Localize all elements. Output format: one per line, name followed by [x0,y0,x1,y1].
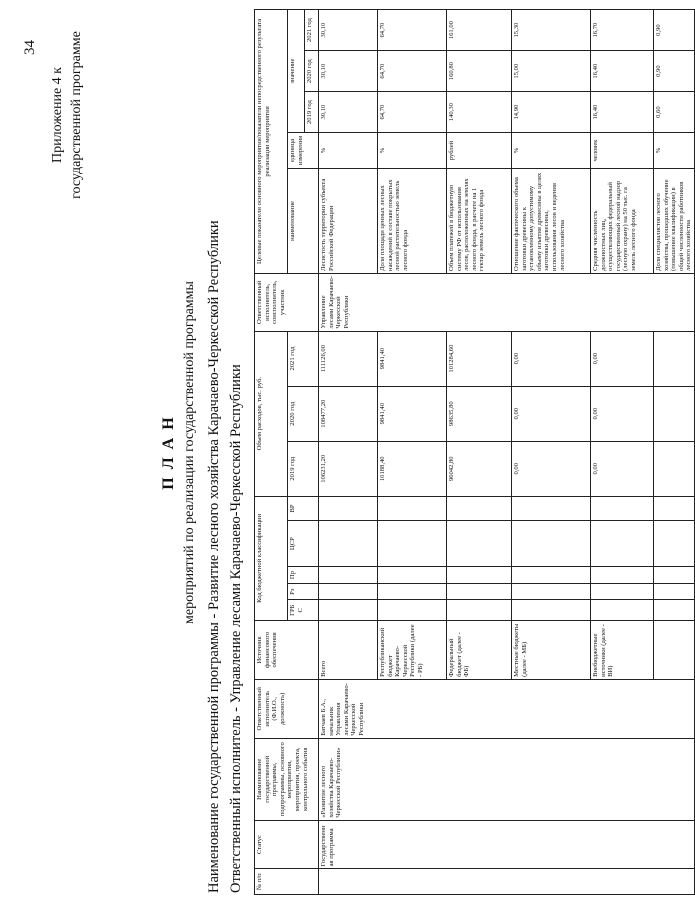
cell-name: «Развитие лесного хозяйства Карачаево-Черкесской Республики» [319,738,695,820]
cell-val-2019: 0,60 [654,92,695,133]
header-exp-2021: 2021 год [288,331,319,386]
cell-source: Республиканский бюджет Карачаево-Черкесской Республики (далее - РБ) [378,620,447,679]
cell-val-2019: 30,10 [319,92,378,133]
cell-ind-name: Доля площади ценных лесных насаждений в составе покрытых лесной растительностью земель лесного фонда [378,168,447,273]
cell-kbk-grbs [591,600,654,620]
page-number: 34 [22,40,38,55]
cell-status: Государственная программа [319,820,695,869]
header-val-2020: 2020 год [305,51,319,92]
cell-kbk-rz [447,583,512,600]
cell-kbk-grbs [378,600,447,620]
cell-ind-name: Доля специалистов лесного хозяйства, прошедших обучение (повышение квалификации) в общей численности работников лесного хозяйства [654,168,695,273]
cell-ind-name: Лесистость территории субъекта Российской Федерации [319,168,378,273]
cell-kbk-rz [591,583,654,600]
cell-ind-name: Отношение фактического объема заготовки древесины к установленному допустимому объему изъятия древесины в целях заготовки древесины, использования лесов и ведения лесного хозяйства [512,168,591,273]
cell-kbk-pr [447,567,512,584]
responsible-executor-line: Ответственный исполнитель - Управление лесами Карачаево-Черкесской Республики [228,364,244,893]
cell-kbk-csr [378,521,447,567]
header-indicators: Целевые показатели основного мероприятия/показатели непосредственного результата реализации мероприятия [255,10,288,274]
header-expenses: Объем расходов, тыс. руб. [255,331,288,496]
cell-val-2019: 16,40 [591,92,654,133]
cell-exp-2021: 0,00 [512,331,591,386]
cell-exp-2019 [654,441,695,496]
header-exp-2019: 2019 год [288,441,319,496]
cell-source: Внебюджетные источники (далее - ВИ) [591,620,654,679]
cell-val-2021: 64,70 [378,10,447,51]
header-ind-name: наименование [288,168,319,273]
header-ind-unit: единица измерения [288,133,319,169]
cell-ind-unit: % [319,133,378,169]
cell-ind-name: Объем платежей в бюджетную систему РФ от использования лесов, расположенных на землях лесного фонда, в расчете на 1 гектар земель лесного фонда [447,168,512,273]
header-kbk-grbs: ГРБС [288,600,319,620]
cell-val-2020: 16,40 [591,51,654,92]
header-num: № п/п [255,869,319,895]
cell-kbk-vr [591,496,654,520]
cell-exp-2020: 0,00 [591,386,654,441]
header-exp-2020: 2020 год [288,386,319,441]
cell-kbk-grbs [319,600,378,620]
cell-kbk-pr [512,567,591,584]
cell-kbk-rz [319,583,378,600]
cell-ind-unit: % [512,133,591,169]
cell-exp-2020: 9841,40 [378,386,447,441]
cell-responsible: Батчаев Б.А., начальник Управления лесами Карачаево-Черкесской Республики [319,679,695,738]
header-kbk-pr: Пр [288,567,319,584]
cell-val-2020: 15,00 [512,51,591,92]
cell-kbk-rz [512,583,591,600]
cell-ind-unit: % [378,133,447,169]
cell-executor: Управление лесами Карачаево-Черкесской Республики [319,273,695,331]
cell-val-2020: 0,90 [654,51,695,92]
cell-kbk-vr [378,496,447,520]
cell-exp-2019: 10188,40 [378,441,447,496]
program-name-line: Наименование государственной программы - Развитие лесного хозяйства Карачаево-Черкесской Республики [206,220,222,893]
cell-exp-2019: 106231,20 [319,441,378,496]
cell-kbk-rz [378,583,447,600]
cell-ind-name: Средняя численность должностных лиц, осуществляющих федеральный государственный лесной надзор (лесную охрану) на 50 тыс. га земель лесного фонда [591,168,654,273]
cell-exp-2021: 101284,60 [447,331,512,386]
cell-val-2021: 0,90 [654,10,695,51]
cell-kbk-csr [447,521,512,567]
cell-source [654,620,695,679]
header-kbk-vr: ВР [288,496,319,520]
cell-exp-2020: 98635,80 [447,386,512,441]
cell-kbk-grbs [654,600,695,620]
cell-val-2020: 30,10 [319,51,378,92]
cell-kbk-grbs [447,600,512,620]
cell-kbk-vr [447,496,512,520]
appendix-line-2: государственной программе [69,31,84,199]
cell-kbk-rz [654,583,695,600]
appendix-line-1: Приложение 4 к [50,67,65,163]
cell-exp-2019: 0,00 [591,441,654,496]
cell-val-2021: 15,30 [512,10,591,51]
cell-source: Федеральный бюджет (далее - ФБ) [447,620,512,679]
cell-kbk-csr [654,521,695,567]
cell-ind-unit: рублей [447,133,512,169]
header-kbk-csr: ЦСР [288,521,319,567]
cell-kbk-csr [512,521,591,567]
header-val-2021: 2021 год [305,10,319,51]
cell-exp-2020: 108477,20 [319,386,378,441]
cell-exp-2020 [654,386,695,441]
appendix-note [48,25,86,205]
cell-kbk-pr [319,567,378,584]
cell-kbk-vr [654,496,695,520]
cell-ind-unit: % [654,133,695,169]
plan-table [254,9,695,895]
cell-exp-2021 [654,331,695,386]
cell-kbk-csr [591,521,654,567]
cell-kbk-vr [512,496,591,520]
cell-kbk-grbs [512,600,591,620]
header-name: Наименование государственной программы, подпрограммы, основного мероприятия, мероприятия, проекта, контрольного события [255,738,319,820]
document-subtitle: мероприятий по реализации государственной программы [182,281,197,624]
cell-val-2020: 64,70 [378,51,447,92]
cell-val-2021: 30,10 [319,10,378,51]
header-executor: Ответственный исполнитель, соисполнитель, участник [255,273,319,331]
cell-val-2019: 140,30 [447,92,512,133]
cell-exp-2021: 0,00 [591,331,654,386]
header-kbk: Код бюджетной классификации [255,496,288,620]
header-val-2019: 2019 год [305,92,319,133]
table-row [319,10,378,895]
cell-val-2020: 160,80 [447,51,512,92]
cell-val-2021: 16,70 [591,10,654,51]
header-status: Статус [255,820,319,869]
header-kbk-rz: Рз [288,583,319,600]
cell-kbk-csr [319,521,378,567]
header-source: Источник финансового обеспечения [255,620,319,679]
cell-ind-unit: человек [591,133,654,169]
cell-exp-2020: 0,00 [512,386,591,441]
cell-exp-2021: 111126,00 [319,331,378,386]
cell-kbk-vr [319,496,378,520]
cell-val-2021: 161,00 [447,10,512,51]
cell-val-2019: 64,70 [378,92,447,133]
cell-num [319,869,695,895]
cell-source: Местные бюджеты (далее - МБ) [512,620,591,679]
cell-kbk-pr [378,567,447,584]
cell-val-2019: 14,90 [512,92,591,133]
header-ind-value: значение [288,10,305,133]
cell-kbk-pr [654,567,695,584]
cell-kbk-pr [591,567,654,584]
header-responsible: Ответственный исполнитель (Ф.И.О., должность) [255,679,319,738]
cell-exp-2019: 0,00 [512,441,591,496]
cell-exp-2021: 9841,40 [378,331,447,386]
cell-exp-2019: 96042,80 [447,441,512,496]
cell-source: Всего [319,620,378,679]
document-title: П Л А Н [160,415,177,490]
